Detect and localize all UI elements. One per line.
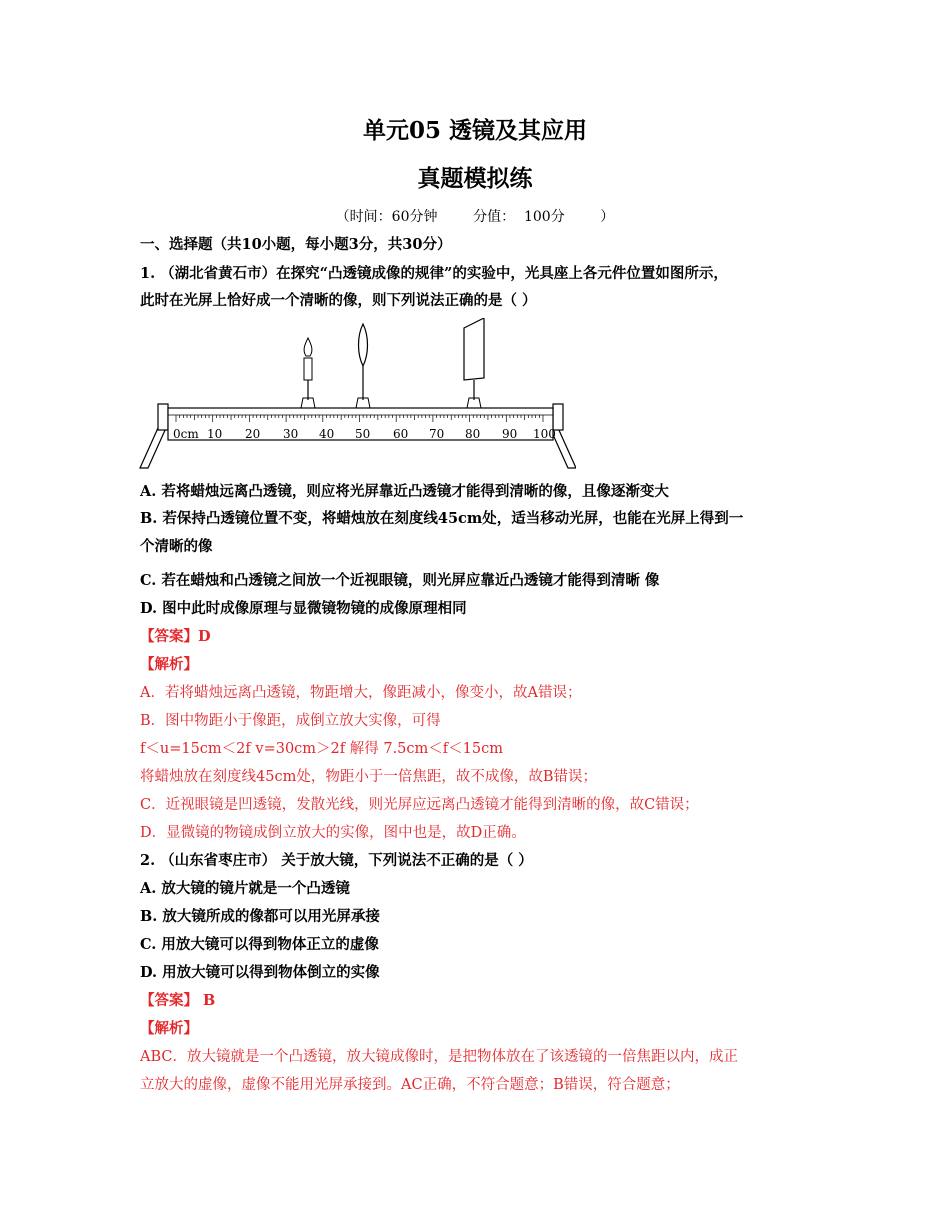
- ruler-label-50: 50: [355, 427, 371, 441]
- q1-option-a: A. 若将蜡烛远离凸透镜，则应将光屏靠近凸透镜才能得到清晰的像，且像逐渐变大: [140, 483, 669, 500]
- q2-stem: 2. （山东省枣庄市） 关于放大镜，下列说法不正确的是（ ）: [140, 852, 533, 869]
- q2-option-a: A. 放大镜的镜片就是一个凸透镜: [140, 880, 350, 897]
- ruler-label-0: 0cm: [173, 427, 199, 441]
- q1-analysis-formula: f＜u=15cm＜2f v=30cm＞2f 解得 7.5cm＜f＜15cm: [140, 741, 503, 757]
- ruler-label-100: 100: [533, 427, 556, 441]
- q1-option-c: C. 若在蜡烛和凸透镜之间放一个近视眼镜，则光屏应靠近凸透镜才能得到清晰 像: [140, 572, 660, 589]
- q1-stem-line1: 1. （湖北省黄石市）在探究“凸透镜成像的规律”的实验中，光具座上各元件位置如图所示，: [140, 265, 728, 282]
- q2-option-d: D. 用放大镜可以得到物体倒立的实像: [140, 964, 380, 981]
- q2-analysis-line1: ABC．放大镜就是一个凸透镜，放大镜成像时，是把物体放在了该透镜的一倍焦距以内，成正: [140, 1049, 738, 1065]
- exam-meta: （时间：60分钟 分值： 100分 ）: [335, 209, 615, 225]
- q1-analysis-d: D．显微镜的物镜成倒立放大的实像，图中也是，故D正确。: [140, 825, 526, 841]
- q1-analysis-b2: 将蜡烛放在刻度线45cm处，物距小于一倍焦距，故不成像，故B错误；: [140, 769, 597, 785]
- page-title: 单元05 透镜及其应用: [362, 117, 587, 144]
- optical-bench-diagram: [136, 318, 576, 476]
- q2-answer: 【答案】 B: [140, 992, 216, 1009]
- ruler-label-40: 40: [319, 427, 335, 441]
- ruler-label-30: 30: [283, 427, 299, 441]
- light-screen: [464, 318, 484, 408]
- q1-analysis-a: A．若将蜡烛远离凸透镜，物距增大，像距减小，像变小，故A错误；: [140, 685, 582, 701]
- q2-option-b: B. 放大镜所成的像都可以用光屏承接: [140, 908, 380, 925]
- ruler-label-80: 80: [465, 427, 481, 441]
- bench-left-leg: [140, 428, 166, 468]
- q1-analysis-b: B．图中物距小于像距，成倒立放大实像，可得: [140, 713, 441, 729]
- q2-analysis-label: 【解析】: [140, 1020, 198, 1037]
- ruler-label-10: 10: [207, 427, 223, 441]
- ruler-label-90: 90: [502, 427, 518, 441]
- bench-left-post: [158, 404, 168, 430]
- candle: [301, 338, 315, 408]
- q1-option-b-line1: B. 若保持凸透镜位置不变，将蜡烛放在刻度线45cm处，适当移动光屏，也能在光屏上得到一: [140, 510, 744, 527]
- q1-analysis-c: C．近视眼镜是凹透镜，发散光线，则光屏应远离凸透镜才能得到清晰的像，故C错误；: [140, 797, 699, 813]
- q2-option-c: C. 用放大镜可以得到物体正立的虚像: [140, 936, 379, 953]
- q1-stem-line2: 此时在光屏上恰好成一个清晰的像，则下列说法正确的是（ ）: [140, 292, 537, 309]
- q1-option-b-line2: 个清晰的像: [140, 538, 213, 555]
- convex-lens: [356, 324, 370, 408]
- ruler-label-70: 70: [429, 427, 445, 441]
- q1-analysis-label: 【解析】: [140, 656, 198, 673]
- ruler-label-60: 60: [393, 427, 409, 441]
- section-heading: 一、选择题（共10小题，每小题3分，共30分）: [140, 236, 452, 253]
- q2-analysis-line2: 立放大的虚像，虚像不能用光屏承接到。AC正确，不符合题意；B错误，符合题意；: [140, 1077, 680, 1093]
- ruler-label-20: 20: [245, 427, 261, 441]
- page-subtitle: 真题模拟练: [417, 165, 533, 192]
- q1-option-d: D. 图中此时成像原理与显微镜物镜的成像原理相同: [140, 600, 467, 617]
- q1-answer: 【答案】D: [140, 628, 211, 645]
